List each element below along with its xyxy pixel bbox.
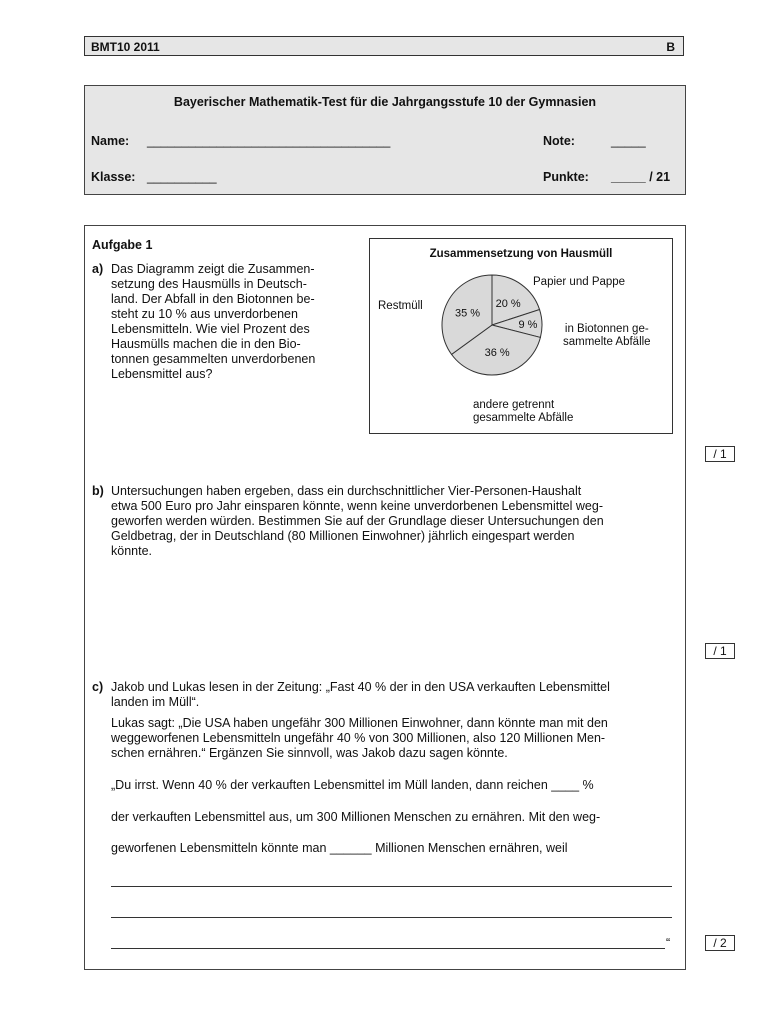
label-restmuell: Restmüll — [378, 300, 423, 312]
student-header — [84, 85, 686, 195]
part-a-line: Hausmülls machen die in den Bio- — [111, 337, 301, 351]
part-b-line: Untersuchungen haben ergeben, dass ein durchschnittlicher Vier-Personen-Haushalt — [111, 484, 582, 498]
part-b-line: etwa 500 Euro pro Jahr einsparen könnte, wenn keine unverdorbenen Lebensmittel weg- — [111, 499, 603, 513]
name-label: Name: — [91, 134, 130, 148]
part-b-line: könnte. — [111, 544, 153, 558]
answer-line-3[interactable] — [111, 948, 665, 949]
answer-line-2[interactable] — [111, 917, 672, 918]
part-a-line: land. Der Abfall in den Biotonnen be- — [111, 292, 315, 306]
test-variant: B — [666, 40, 675, 54]
part-a-line: Lebensmittel aus? — [111, 367, 213, 381]
label-andere: andere getrennt gesammelte Abfälle — [473, 399, 574, 424]
klasse-label: Klasse: — [91, 170, 136, 184]
part-c-lukas — [111, 716, 686, 761]
part-c-intro-line: Jakob und Lukas lesen in der Zeitung: „Fast 40 % der in den USA verkauften Lebensmittel — [111, 680, 610, 694]
label-papier: Papier und Pappe — [533, 276, 626, 288]
punkte-label: Punkte: — [543, 170, 589, 184]
part-c-intro-line: landen im Müll“. — [111, 695, 200, 709]
part-a-line: setzung des Hausmülls in Deutsch- — [111, 277, 307, 291]
part-b-line: Geldbetrag, der in Deutschland (80 Millionen Einwohner) jährlich eingespart werden — [111, 529, 575, 543]
part-b-label: b) — [92, 484, 104, 498]
slice-papier-value: 20 % — [495, 297, 521, 310]
part-a-line: steht zu 10 % aus unverdorbenen — [111, 307, 298, 321]
slice-restmuell-value: 35 % — [454, 307, 481, 320]
label-biotonnen: in Biotonnen ge- sammelte Abfälle — [563, 323, 651, 348]
score-box-c: / 2 — [705, 935, 735, 951]
slice-andere-value: 36 % — [484, 347, 510, 360]
score-box-a: / 1 — [705, 446, 735, 462]
part-c-lukas-line: schen ernähren.“ Ergänzen Sie sinnvoll, was Jakob dazu sagen könnte. — [111, 746, 508, 760]
punkte-field[interactable]: _____ / 21 — [611, 170, 671, 184]
part-a-line: tonnen gesammelten unverdorbenen — [111, 352, 316, 366]
answer-line-1[interactable] — [111, 886, 672, 887]
part-c-lukas-line: Lukas sagt: „Die USA haben ungefähr 300 Millionen Einwohner, dann könnte man mit den — [111, 716, 608, 730]
note-field[interactable]: _____ — [611, 134, 646, 148]
part-c-intro — [111, 680, 686, 710]
name-field[interactable]: ___________________________________ — [147, 134, 391, 148]
task-title: Aufgabe 1 — [92, 238, 153, 252]
part-c-lukas-line: weggeworfenen Lebensmitteln ungefähr 40 % von 300 Millionen, also 120 Millionen Men- — [111, 731, 606, 745]
part-c-fill-3: geworfenen Lebensmitteln könnte man ______ Millionen Menschen ernähren, weil — [111, 841, 568, 855]
klasse-field[interactable]: __________ — [147, 170, 217, 184]
part-b-line: geworfen werden würden. Bestimmen Sie auf der Grundlage dieser Untersuchungen den — [111, 514, 604, 528]
part-c-label: c) — [92, 680, 104, 694]
test-code: BMT10 2011 — [91, 40, 160, 54]
part-a-line: Lebensmitteln. Wie viel Prozent des — [111, 322, 310, 336]
part-c-fill-2: der verkauften Lebensmittel aus, um 300 Millionen Menschen zu ernähren. Mit den weg- — [111, 810, 601, 824]
score-box-b: / 1 — [705, 643, 735, 659]
part-a-label: a) — [92, 262, 104, 276]
pie-chart-box — [369, 238, 673, 434]
note-label: Note: — [543, 134, 575, 148]
part-a-line: Das Diagramm zeigt die Zusammen- — [111, 262, 315, 276]
part-c-fill-1: „Du irrst. Wenn 40 % der verkauften Lebensmittel im Müll landen, dann reichen ____ % — [111, 778, 594, 792]
part-a-text — [111, 262, 361, 382]
top-bar — [84, 36, 684, 56]
slice-biotonnen-value: 9 % — [518, 318, 538, 331]
chart-title: Zusammensetzung von Hausmüll — [429, 248, 613, 260]
closing-quote: “ — [666, 936, 671, 950]
test-title: Bayerischer Mathematik-Test für die Jahrgangsstufe 10 der Gymnasien — [173, 95, 597, 109]
part-b-text — [111, 484, 681, 559]
